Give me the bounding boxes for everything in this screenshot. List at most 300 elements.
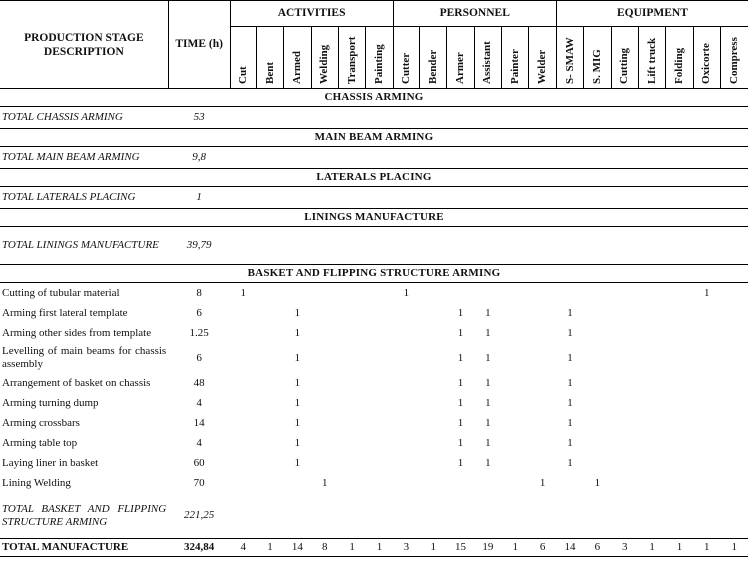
value-cell [311, 323, 338, 343]
total-label: TOTAL LATERALS PLACING [2, 191, 136, 203]
value-cell [230, 393, 256, 413]
personnel-column-label: Cutter [399, 52, 412, 84]
value-cell: 1 [457, 326, 464, 339]
activities-column-label: Armed [290, 51, 303, 84]
value-cell [584, 413, 611, 433]
value-cell [366, 303, 393, 323]
value-cell [256, 433, 283, 453]
value-cell [638, 413, 665, 433]
grand-total-time: 324,84 [168, 539, 230, 557]
total-time: 221,25 [184, 509, 215, 521]
value-cell: 1 [567, 351, 573, 364]
value-cell [502, 393, 529, 413]
value-cell [720, 393, 748, 413]
table-row [0, 303, 748, 323]
equipment-column-header [666, 27, 693, 89]
value-cell [256, 373, 283, 393]
value-cell: 1 [322, 476, 328, 489]
value-cell [611, 393, 638, 413]
value-cell [311, 413, 338, 433]
value-cell [338, 283, 365, 304]
activities-column-label: Bent [263, 62, 276, 84]
value-cell: 1 [294, 376, 301, 389]
value-cell [420, 473, 447, 493]
grand-total-value: 3 [393, 539, 419, 557]
personnel-column-header [529, 27, 556, 89]
stage-description: Levelling of main beams for chassis assembly [2, 345, 167, 370]
table-row [0, 473, 748, 493]
value-cell [420, 323, 447, 343]
stage-description: Arming table top [2, 436, 78, 449]
value-cell: 1 [294, 436, 301, 449]
stage-description: Arming crossbars [2, 416, 80, 429]
total-label: TOTAL LININGS MANUFACTURE [2, 239, 159, 251]
equipment-column-label: S. MIG [590, 49, 603, 84]
total-row [0, 493, 748, 539]
value-cell [256, 343, 283, 373]
value-cell: 1 [567, 456, 573, 469]
total-row [0, 187, 748, 209]
activities-column-header [230, 27, 256, 89]
value-cell [311, 343, 338, 373]
grand-total-value: 8 [311, 539, 338, 557]
value-cell [693, 303, 720, 323]
value-cell [556, 473, 583, 493]
activities-column-header [311, 27, 338, 89]
total-time: 1 [196, 191, 202, 203]
value-cell [338, 433, 365, 453]
value-cell: 1 [294, 416, 301, 429]
value-cell [256, 453, 283, 473]
activities-column-label: Transport [345, 36, 358, 84]
value-cell [611, 303, 638, 323]
section-title: LATERALS PLACING [0, 169, 748, 187]
value-cell [584, 373, 611, 393]
value-cell [393, 343, 419, 373]
value-cell [502, 453, 529, 473]
equipment-column-label: Cutting [618, 47, 631, 84]
value-cell [693, 473, 720, 493]
value-cell [420, 303, 447, 323]
section-row [0, 265, 748, 283]
section-row [0, 169, 748, 187]
equipment-column-label: Folding [672, 47, 685, 84]
value-cell [338, 413, 365, 433]
grand-total-value: 1 [502, 539, 529, 557]
activities-column-label: Welding [318, 44, 331, 84]
grand-total-value: 3 [611, 539, 638, 557]
value-cell [393, 453, 419, 473]
table-row [0, 283, 748, 304]
value-cell: 1 [457, 306, 464, 319]
value-cell: 1 [594, 476, 601, 489]
value-cell [366, 413, 393, 433]
personnel-column-header [420, 27, 447, 89]
value-cell [666, 303, 693, 323]
value-cell [720, 303, 748, 323]
value-cell [366, 433, 393, 453]
value-cell [366, 473, 393, 493]
value-cell [230, 373, 256, 393]
total-row [0, 107, 748, 129]
value-cell [529, 343, 556, 373]
value-cell [338, 453, 365, 473]
value-cell [338, 373, 365, 393]
value-cell [638, 283, 665, 304]
value-cell: 1 [457, 456, 464, 469]
table-row [0, 453, 748, 473]
personnel-column-header [502, 27, 529, 89]
value-cell [366, 393, 393, 413]
value-cell [311, 453, 338, 473]
value-cell [256, 393, 283, 413]
value-cell [393, 433, 419, 453]
value-cell [338, 343, 365, 373]
value-cell: 1 [485, 456, 491, 469]
value-cell: 1 [457, 396, 464, 409]
value-cell [502, 433, 529, 453]
value-cell [611, 343, 638, 373]
value-cell [420, 453, 447, 473]
total-time: 9,8 [192, 151, 206, 163]
table-row [0, 343, 748, 373]
table-row [0, 373, 748, 393]
value-cell [666, 283, 693, 304]
value-cell: 1 [485, 326, 491, 339]
value-cell [638, 343, 665, 373]
personnel-column-header [474, 27, 501, 89]
personnel-column-label: Bender [426, 49, 439, 84]
value-cell [638, 473, 665, 493]
equipment-column-header [556, 27, 583, 89]
grand-total-value: 15 [447, 539, 474, 557]
header-row-groups [0, 1, 748, 27]
section-row [0, 129, 748, 147]
value-cell [611, 433, 638, 453]
value-cell [420, 393, 447, 413]
grand-total-value: 6 [529, 539, 556, 557]
grand-total-value: 1 [256, 539, 283, 557]
activities-group-header: ACTIVITIES [230, 1, 393, 27]
value-cell [256, 303, 283, 323]
activities-column-header [256, 27, 283, 89]
value-cell [256, 473, 283, 493]
value-cell [611, 413, 638, 433]
value-cell: 1 [457, 416, 464, 429]
section-title: BASKET AND FLIPPING STRUCTURE ARMING [0, 265, 748, 283]
activities-column-header [284, 27, 311, 89]
grand-total-value: 1 [693, 539, 720, 557]
value-cell [720, 433, 748, 453]
personnel-column-label: Assistant [481, 41, 494, 84]
stage-description: Arming other sides from template [2, 326, 152, 339]
grand-total-row [0, 539, 748, 557]
value-cell [693, 323, 720, 343]
value-cell: 1 [485, 351, 491, 364]
value-cell: 1 [704, 286, 710, 299]
value-cell [256, 413, 283, 433]
value-cell [502, 473, 529, 493]
value-cell [502, 373, 529, 393]
value-cell [638, 453, 665, 473]
activities-column-header [366, 27, 393, 89]
value-cell: 1 [240, 286, 246, 299]
personnel-group-header: PERSONNEL [393, 1, 556, 27]
equipment-column-label: Compress [727, 37, 740, 84]
value-cell [611, 373, 638, 393]
value-cell [502, 283, 529, 304]
value-cell [720, 453, 748, 473]
value-cell: 1 [567, 376, 573, 389]
stage-description: Arming first lateral template [2, 306, 128, 319]
value-cell [311, 303, 338, 323]
personnel-column-label: Armer [454, 52, 467, 84]
value-cell [693, 343, 720, 373]
stage-time: 6 [196, 306, 202, 319]
value-cell [584, 343, 611, 373]
value-cell: 1 [485, 436, 491, 449]
activities-column-label: Cut [236, 66, 249, 84]
value-cell [693, 413, 720, 433]
equipment-column-header [693, 27, 720, 89]
value-cell [666, 453, 693, 473]
stage-time: 6 [196, 351, 202, 364]
value-cell [529, 453, 556, 473]
value-cell [393, 393, 419, 413]
value-cell [447, 283, 474, 304]
section-title: MAIN BEAM ARMING [0, 129, 748, 147]
equipment-column-header [611, 27, 638, 89]
equipment-column-label: Oxicorte [700, 43, 713, 84]
equipment-column-header [720, 27, 748, 89]
value-cell [474, 283, 501, 304]
value-cell [693, 373, 720, 393]
value-cell [230, 343, 256, 373]
stage-time: 70 [193, 476, 205, 489]
value-cell [447, 473, 474, 493]
value-cell [393, 323, 419, 343]
value-cell [420, 343, 447, 373]
value-cell [611, 283, 638, 304]
value-cell [230, 413, 256, 433]
value-cell [529, 303, 556, 323]
value-cell: 1 [457, 376, 464, 389]
value-cell: 1 [294, 306, 301, 319]
equipment-column-label: Lift truck [645, 37, 658, 84]
value-cell [666, 433, 693, 453]
value-cell [720, 343, 748, 373]
section-row [0, 89, 748, 107]
personnel-column-label: Painter [508, 49, 521, 84]
value-cell [311, 393, 338, 413]
value-cell [338, 323, 365, 343]
value-cell [584, 433, 611, 453]
value-cell [393, 473, 419, 493]
total-row [0, 147, 748, 169]
value-cell [638, 373, 665, 393]
value-cell [366, 453, 393, 473]
section-row [0, 209, 748, 227]
grand-total-label: TOTAL MANUFACTURE [0, 539, 168, 557]
value-cell [529, 283, 556, 304]
value-cell [474, 473, 501, 493]
value-cell: 1 [294, 351, 301, 364]
value-cell [502, 343, 529, 373]
value-cell: 1 [457, 436, 464, 449]
value-cell [366, 283, 393, 304]
value-cell: 1 [567, 396, 573, 409]
table-row [0, 393, 748, 413]
table-body [0, 89, 748, 557]
value-cell [720, 373, 748, 393]
grand-total-value: 1 [338, 539, 365, 557]
time-header: TIME (h) [168, 1, 230, 89]
value-cell [230, 433, 256, 453]
grand-total-value: 19 [474, 539, 501, 557]
value-cell [256, 283, 283, 304]
value-cell [393, 373, 419, 393]
value-cell [420, 283, 447, 304]
value-cell [420, 433, 447, 453]
value-cell [720, 283, 748, 304]
total-label: TOTAL MAIN BEAM ARMING [2, 151, 140, 163]
value-cell [420, 373, 447, 393]
value-cell [230, 473, 256, 493]
value-cell [366, 343, 393, 373]
value-cell: 1 [294, 396, 301, 409]
value-cell [666, 413, 693, 433]
grand-total-value: 14 [556, 539, 583, 557]
grand-total-value: 1 [420, 539, 447, 557]
value-cell [284, 283, 311, 304]
section-title: CHASSIS ARMING [0, 89, 748, 107]
value-cell [502, 413, 529, 433]
stage-time: 1.25 [189, 326, 209, 339]
value-cell: 1 [485, 306, 491, 319]
value-cell [311, 373, 338, 393]
value-cell [338, 473, 365, 493]
value-cell [584, 323, 611, 343]
value-cell [556, 283, 583, 304]
value-cell [584, 303, 611, 323]
stage-description: Arrangement of basket on chassis [2, 376, 151, 389]
value-cell [693, 393, 720, 413]
stage-time: 48 [193, 376, 205, 389]
value-cell: 1 [485, 416, 491, 429]
value-cell [638, 393, 665, 413]
personnel-column-header [447, 27, 474, 89]
personnel-column-header [393, 27, 419, 89]
activities-column-header [338, 27, 365, 89]
activities-column-label: Painting [372, 44, 385, 84]
total-label: TOTAL CHASSIS ARMING [2, 111, 123, 123]
value-cell [584, 283, 611, 304]
value-cell [502, 323, 529, 343]
value-cell [611, 323, 638, 343]
value-cell [311, 283, 338, 304]
value-cell [420, 413, 447, 433]
stage-description: Laying liner in basket [2, 456, 99, 469]
value-cell [666, 343, 693, 373]
value-cell [638, 433, 665, 453]
value-cell [393, 303, 419, 323]
value-cell: 1 [567, 326, 573, 339]
grand-total-value: 6 [584, 539, 611, 557]
grand-total-value: 1 [638, 539, 665, 557]
value-cell [584, 453, 611, 473]
stage-time: 8 [196, 286, 202, 299]
equipment-group-header: EQUIPMENT [556, 1, 748, 27]
value-cell: 1 [567, 436, 573, 449]
value-cell [311, 433, 338, 453]
value-cell [529, 393, 556, 413]
value-cell [230, 323, 256, 343]
grand-total-value: 1 [720, 539, 748, 557]
value-cell [230, 303, 256, 323]
total-time: 39,79 [186, 239, 212, 251]
value-cell: 1 [485, 376, 491, 389]
value-cell [338, 393, 365, 413]
value-cell [230, 453, 256, 473]
stage-time: 4 [196, 396, 202, 409]
grand-total-value: 1 [366, 539, 393, 557]
value-cell [256, 323, 283, 343]
value-cell [693, 453, 720, 473]
value-cell: 1 [457, 351, 464, 364]
grand-total-value: 14 [284, 539, 311, 557]
value-cell [529, 413, 556, 433]
value-cell [529, 323, 556, 343]
total-time: 53 [193, 111, 205, 123]
value-cell [638, 303, 665, 323]
value-cell: 1 [567, 306, 573, 319]
value-cell [666, 473, 693, 493]
value-cell: 1 [539, 476, 546, 489]
value-cell [666, 323, 693, 343]
section-title: LININGS MANUFACTURE [0, 209, 748, 227]
value-cell [720, 323, 748, 343]
table-row [0, 323, 748, 343]
value-cell: 1 [294, 456, 301, 469]
value-cell [366, 323, 393, 343]
value-cell: 1 [485, 396, 491, 409]
value-cell [720, 473, 748, 493]
stage-description: Arming turning dump [2, 396, 99, 409]
value-cell [611, 453, 638, 473]
value-cell [666, 373, 693, 393]
table-row [0, 433, 748, 453]
value-cell: 1 [403, 286, 410, 299]
equipment-column-header [638, 27, 665, 89]
value-cell [611, 473, 638, 493]
value-cell [638, 323, 665, 343]
value-cell [366, 373, 393, 393]
stage-description: Lining Welding [2, 476, 71, 489]
total-label: TOTAL BASKET AND FLIPPING STRUCTURE ARMING [2, 502, 167, 528]
stage-time: 14 [193, 416, 205, 429]
value-cell [584, 393, 611, 413]
value-cell [338, 303, 365, 323]
equipment-column-label: S- SMAW [563, 37, 576, 84]
description-header: PRODUCTION STAGE DESCRIPTION [0, 1, 168, 89]
value-cell [529, 433, 556, 453]
stage-description: Cutting of tubular material [2, 286, 120, 299]
value-cell [393, 413, 419, 433]
table-row [0, 413, 748, 433]
stage-time: 4 [196, 436, 202, 449]
grand-total-value: 1 [666, 539, 693, 557]
value-cell [693, 433, 720, 453]
